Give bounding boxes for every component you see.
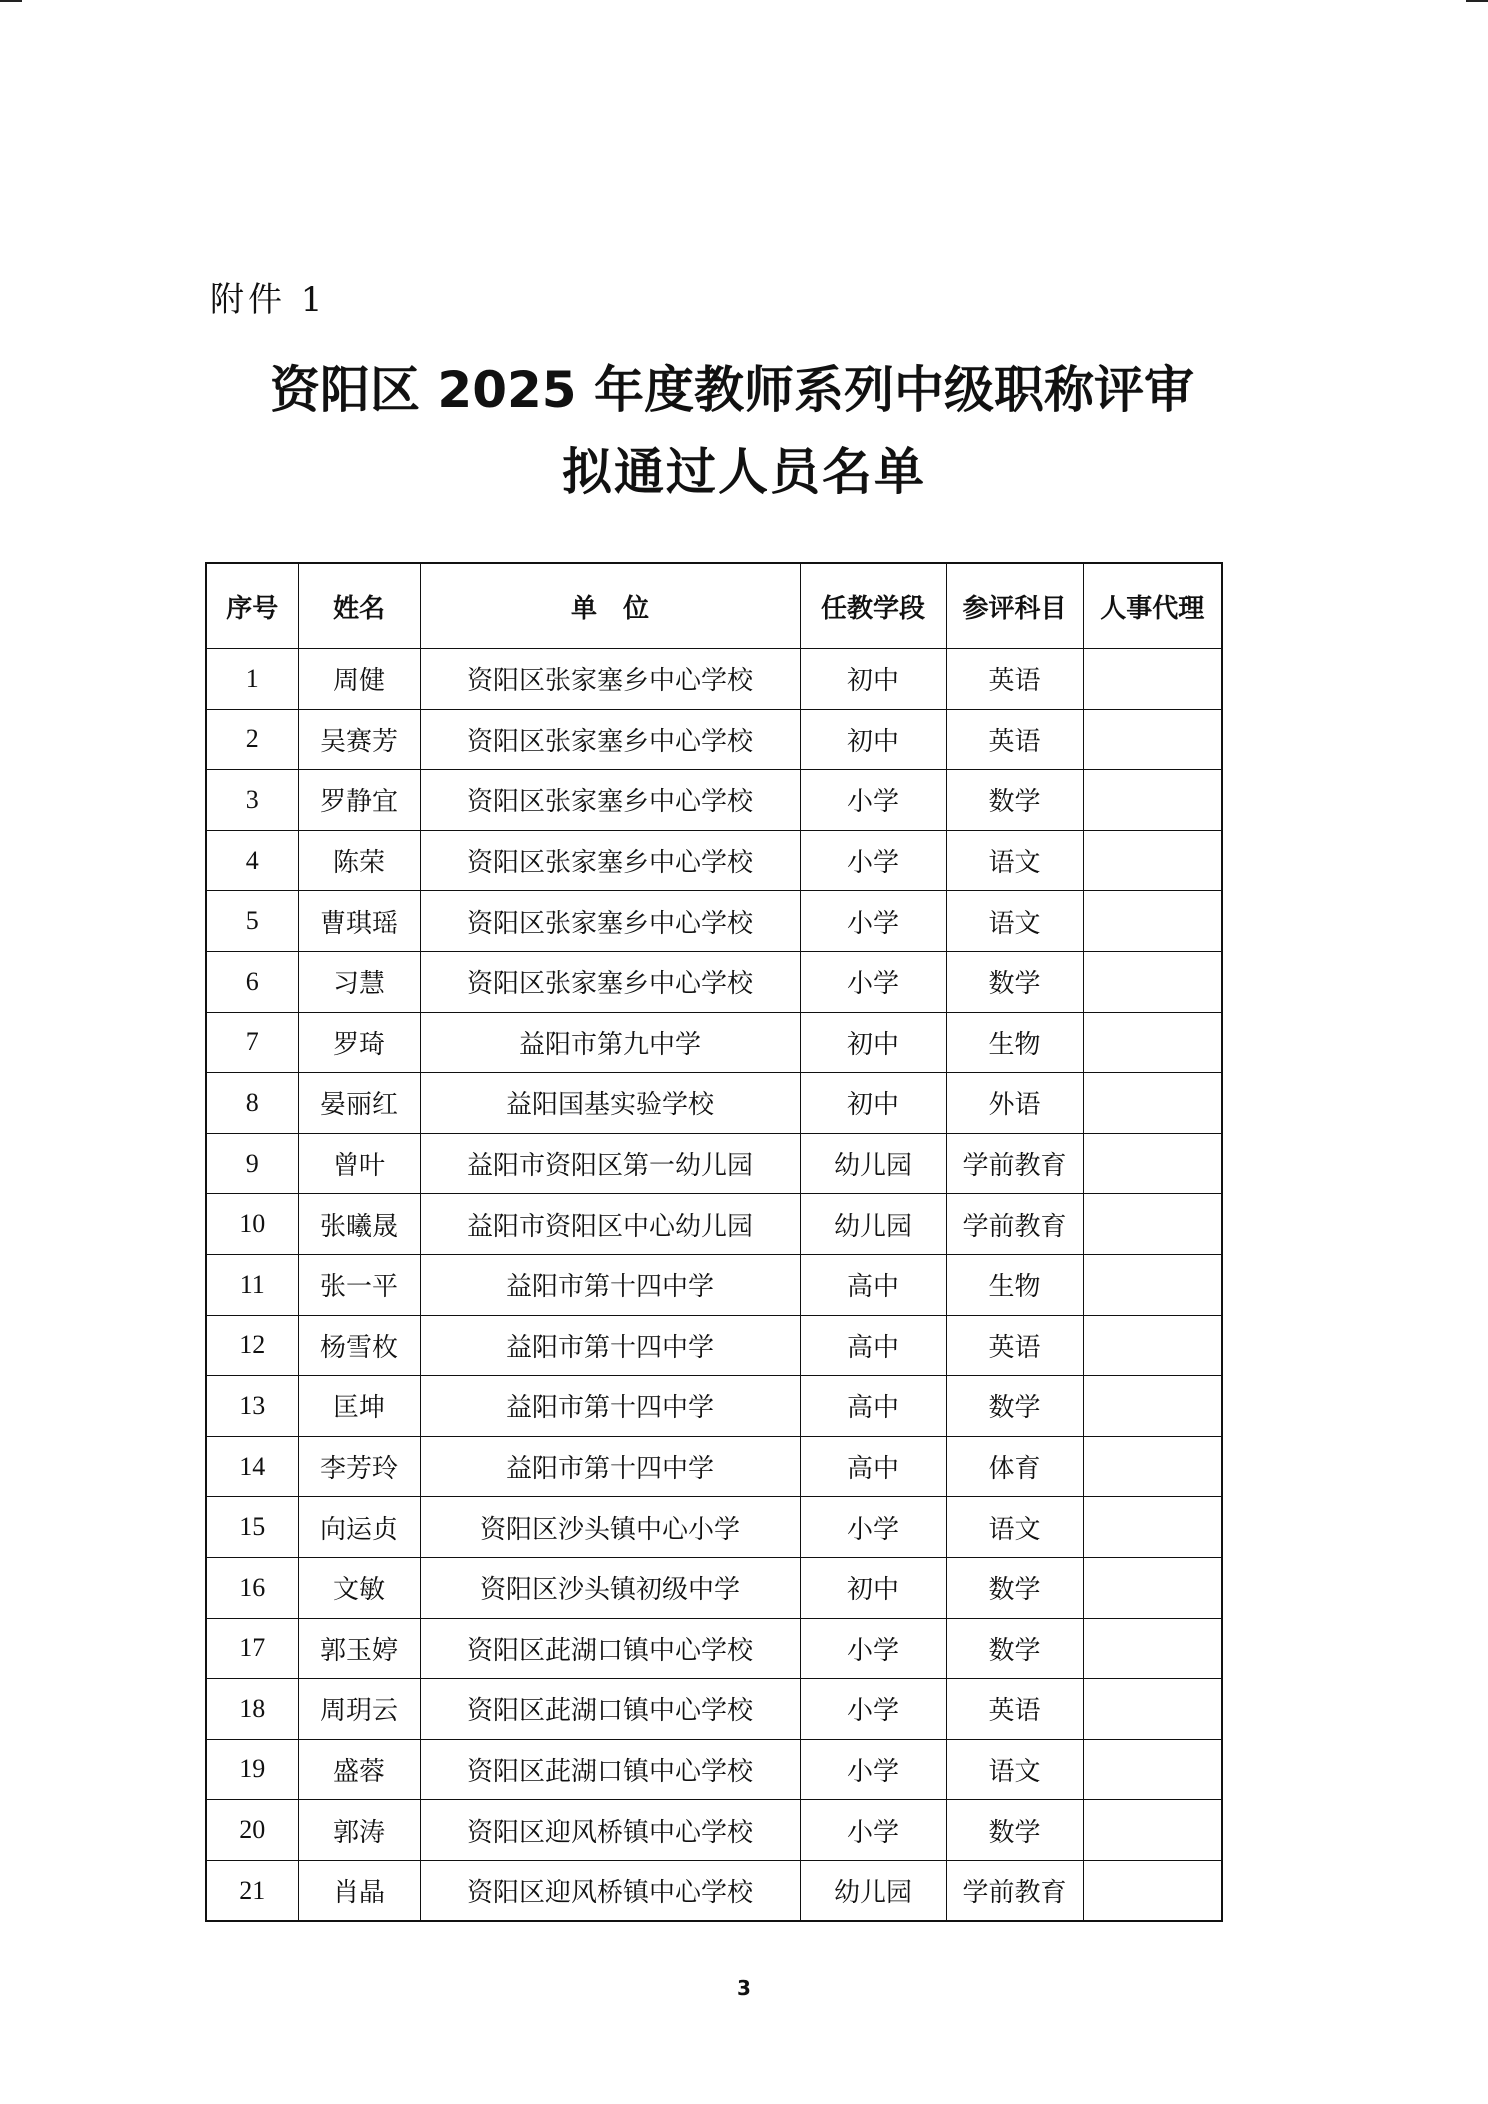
cell-stage: 高中 xyxy=(800,1315,946,1376)
cell-index: 10 xyxy=(206,1194,298,1255)
cell-agency xyxy=(1083,1739,1222,1800)
cell-subject: 生物 xyxy=(946,1012,1083,1073)
table-row xyxy=(206,830,1222,891)
cell-name: 周健 xyxy=(298,649,420,710)
cell-subject: 语文 xyxy=(946,830,1083,891)
cell-unit: 益阳市资阳区中心幼儿园 xyxy=(420,1194,800,1255)
attachment-label: 附件 1 xyxy=(210,280,327,320)
cell-name: 匡坤 xyxy=(298,1376,420,1437)
cell-unit: 益阳市第十四中学 xyxy=(420,1376,800,1437)
cell-unit: 资阳区张家塞乡中心学校 xyxy=(420,770,800,831)
cell-subject: 生物 xyxy=(946,1254,1083,1315)
cell-subject: 英语 xyxy=(946,1315,1083,1376)
cell-name: 向运贞 xyxy=(298,1497,420,1558)
cell-unit: 益阳市第十四中学 xyxy=(420,1436,800,1497)
cell-agency xyxy=(1083,1254,1222,1315)
document-title-line-2: 拟通过人员名单 xyxy=(562,443,926,501)
roster-table xyxy=(205,562,1223,1922)
table-row xyxy=(206,1133,1222,1194)
cell-agency xyxy=(1083,1679,1222,1740)
table-body xyxy=(206,649,1222,1922)
table-row xyxy=(206,1194,1222,1255)
cell-subject: 英语 xyxy=(946,649,1083,710)
cell-name: 吴赛芳 xyxy=(298,709,420,770)
cell-stage: 初中 xyxy=(800,649,946,710)
cell-index: 6 xyxy=(206,951,298,1012)
table-row xyxy=(206,1315,1222,1376)
cell-unit: 资阳区茈湖口镇中心学校 xyxy=(420,1618,800,1679)
cell-index: 2 xyxy=(206,709,298,770)
cell-subject: 数学 xyxy=(946,1557,1083,1618)
cell-index: 17 xyxy=(206,1618,298,1679)
cell-name: 习慧 xyxy=(298,951,420,1012)
cell-unit: 资阳区迎风桥镇中心学校 xyxy=(420,1800,800,1861)
table-header-row xyxy=(206,563,1222,649)
cell-index: 18 xyxy=(206,1679,298,1740)
cell-agency xyxy=(1083,951,1222,1012)
header-index: 序号 xyxy=(206,563,298,649)
cell-subject: 语文 xyxy=(946,891,1083,952)
table-row xyxy=(206,1679,1222,1740)
cell-agency xyxy=(1083,770,1222,831)
cell-name: 张曦晟 xyxy=(298,1194,420,1255)
cell-stage: 幼儿园 xyxy=(800,1860,946,1921)
cell-name: 文敏 xyxy=(298,1557,420,1618)
cell-unit: 资阳区沙头镇中心小学 xyxy=(420,1497,800,1558)
cell-subject: 学前教育 xyxy=(946,1194,1083,1255)
cell-stage: 小学 xyxy=(800,891,946,952)
cell-index: 7 xyxy=(206,1012,298,1073)
cell-subject: 数学 xyxy=(946,770,1083,831)
cell-index: 11 xyxy=(206,1254,298,1315)
cell-unit: 益阳市第十四中学 xyxy=(420,1315,800,1376)
cell-agency xyxy=(1083,1800,1222,1861)
cell-unit: 资阳区张家塞乡中心学校 xyxy=(420,649,800,710)
cell-subject: 语文 xyxy=(946,1497,1083,1558)
table-row xyxy=(206,1860,1222,1921)
cell-index: 4 xyxy=(206,830,298,891)
cell-name: 肖晶 xyxy=(298,1860,420,1921)
cell-agency xyxy=(1083,649,1222,710)
table-row xyxy=(206,1618,1222,1679)
cell-agency xyxy=(1083,1073,1222,1134)
cell-index: 20 xyxy=(206,1800,298,1861)
cell-stage: 初中 xyxy=(800,1557,946,1618)
cell-agency xyxy=(1083,1436,1222,1497)
cell-unit: 资阳区沙头镇初级中学 xyxy=(420,1557,800,1618)
cell-stage: 高中 xyxy=(800,1436,946,1497)
cell-name: 周玥云 xyxy=(298,1679,420,1740)
table-row xyxy=(206,951,1222,1012)
cell-index: 3 xyxy=(206,770,298,831)
cell-subject: 数学 xyxy=(946,951,1083,1012)
cell-stage: 初中 xyxy=(800,1012,946,1073)
cell-name: 罗静宜 xyxy=(298,770,420,831)
cell-subject: 学前教育 xyxy=(946,1860,1083,1921)
cell-stage: 小学 xyxy=(800,1739,946,1800)
cell-stage: 初中 xyxy=(800,1073,946,1134)
cell-name: 盛蓉 xyxy=(298,1739,420,1800)
cell-agency xyxy=(1083,709,1222,770)
cell-subject: 外语 xyxy=(946,1073,1083,1134)
scan-edge-mark-right xyxy=(1466,0,1488,2)
cell-name: 陈荣 xyxy=(298,830,420,891)
table-row xyxy=(206,1739,1222,1800)
cell-name: 郭玉婷 xyxy=(298,1618,420,1679)
document-title-line-1: 资阳区 2025 年度教师系列中级职称评审 xyxy=(270,361,1194,419)
cell-unit: 资阳区张家塞乡中心学校 xyxy=(420,709,800,770)
cell-stage: 高中 xyxy=(800,1376,946,1437)
cell-index: 16 xyxy=(206,1557,298,1618)
table-row xyxy=(206,709,1222,770)
cell-name: 郭涛 xyxy=(298,1800,420,1861)
cell-index: 12 xyxy=(206,1315,298,1376)
table-row xyxy=(206,649,1222,710)
table-row xyxy=(206,1557,1222,1618)
table-row xyxy=(206,1254,1222,1315)
cell-unit: 资阳区茈湖口镇中心学校 xyxy=(420,1739,800,1800)
table-row xyxy=(206,1800,1222,1861)
cell-unit: 资阳区迎风桥镇中心学校 xyxy=(420,1860,800,1921)
cell-stage: 小学 xyxy=(800,1679,946,1740)
cell-stage: 小学 xyxy=(800,951,946,1012)
cell-agency xyxy=(1083,1315,1222,1376)
cell-stage: 幼儿园 xyxy=(800,1194,946,1255)
cell-agency xyxy=(1083,1376,1222,1437)
table-row xyxy=(206,770,1222,831)
cell-index: 19 xyxy=(206,1739,298,1800)
scan-edge-mark-left xyxy=(0,0,22,2)
cell-unit: 益阳市第十四中学 xyxy=(420,1254,800,1315)
cell-name: 杨雪枚 xyxy=(298,1315,420,1376)
cell-name: 罗琦 xyxy=(298,1012,420,1073)
cell-name: 曾叶 xyxy=(298,1133,420,1194)
cell-subject: 英语 xyxy=(946,1679,1083,1740)
header-stage: 任教学段 xyxy=(800,563,946,649)
table-row xyxy=(206,1497,1222,1558)
cell-subject: 数学 xyxy=(946,1618,1083,1679)
cell-unit: 资阳区张家塞乡中心学校 xyxy=(420,891,800,952)
cell-index: 14 xyxy=(206,1436,298,1497)
cell-stage: 小学 xyxy=(800,1800,946,1861)
cell-agency xyxy=(1083,1497,1222,1558)
cell-stage: 初中 xyxy=(800,709,946,770)
cell-name: 曹琪瑶 xyxy=(298,891,420,952)
cell-subject: 数学 xyxy=(946,1800,1083,1861)
table-row xyxy=(206,1012,1222,1073)
cell-agency xyxy=(1083,891,1222,952)
cell-index: 5 xyxy=(206,891,298,952)
cell-agency xyxy=(1083,1860,1222,1921)
cell-index: 9 xyxy=(206,1133,298,1194)
cell-stage: 小学 xyxy=(800,830,946,891)
cell-unit: 益阳市资阳区第一幼儿园 xyxy=(420,1133,800,1194)
table-row xyxy=(206,891,1222,952)
cell-agency xyxy=(1083,1557,1222,1618)
cell-stage: 高中 xyxy=(800,1254,946,1315)
cell-agency xyxy=(1083,1194,1222,1255)
page-number: 3 xyxy=(737,1976,751,2000)
cell-index: 21 xyxy=(206,1860,298,1921)
cell-agency xyxy=(1083,1618,1222,1679)
cell-subject: 学前教育 xyxy=(946,1133,1083,1194)
cell-agency xyxy=(1083,1133,1222,1194)
cell-stage: 小学 xyxy=(800,1618,946,1679)
cell-name: 李芳玲 xyxy=(298,1436,420,1497)
cell-unit: 益阳国基实验学校 xyxy=(420,1073,800,1134)
cell-unit: 资阳区茈湖口镇中心学校 xyxy=(420,1679,800,1740)
cell-name: 张一平 xyxy=(298,1254,420,1315)
cell-subject: 英语 xyxy=(946,709,1083,770)
cell-index: 8 xyxy=(206,1073,298,1134)
cell-unit: 资阳区张家塞乡中心学校 xyxy=(420,830,800,891)
cell-unit: 资阳区张家塞乡中心学校 xyxy=(420,951,800,1012)
cell-agency xyxy=(1083,1012,1222,1073)
cell-subject: 体育 xyxy=(946,1436,1083,1497)
cell-index: 1 xyxy=(206,649,298,710)
cell-index: 15 xyxy=(206,1497,298,1558)
cell-stage: 小学 xyxy=(800,770,946,831)
header-unit: 单 位 xyxy=(420,563,800,649)
cell-agency xyxy=(1083,830,1222,891)
cell-stage: 小学 xyxy=(800,1497,946,1558)
table-row xyxy=(206,1376,1222,1437)
header-agency: 人事代理 xyxy=(1083,563,1222,649)
cell-index: 13 xyxy=(206,1376,298,1437)
cell-subject: 数学 xyxy=(946,1376,1083,1437)
cell-stage: 幼儿园 xyxy=(800,1133,946,1194)
header-subject: 参评科目 xyxy=(946,563,1083,649)
header-name: 姓名 xyxy=(298,563,420,649)
cell-subject: 语文 xyxy=(946,1739,1083,1800)
table-row xyxy=(206,1436,1222,1497)
table-row xyxy=(206,1073,1222,1134)
cell-name: 晏丽红 xyxy=(298,1073,420,1134)
cell-unit: 益阳市第九中学 xyxy=(420,1012,800,1073)
